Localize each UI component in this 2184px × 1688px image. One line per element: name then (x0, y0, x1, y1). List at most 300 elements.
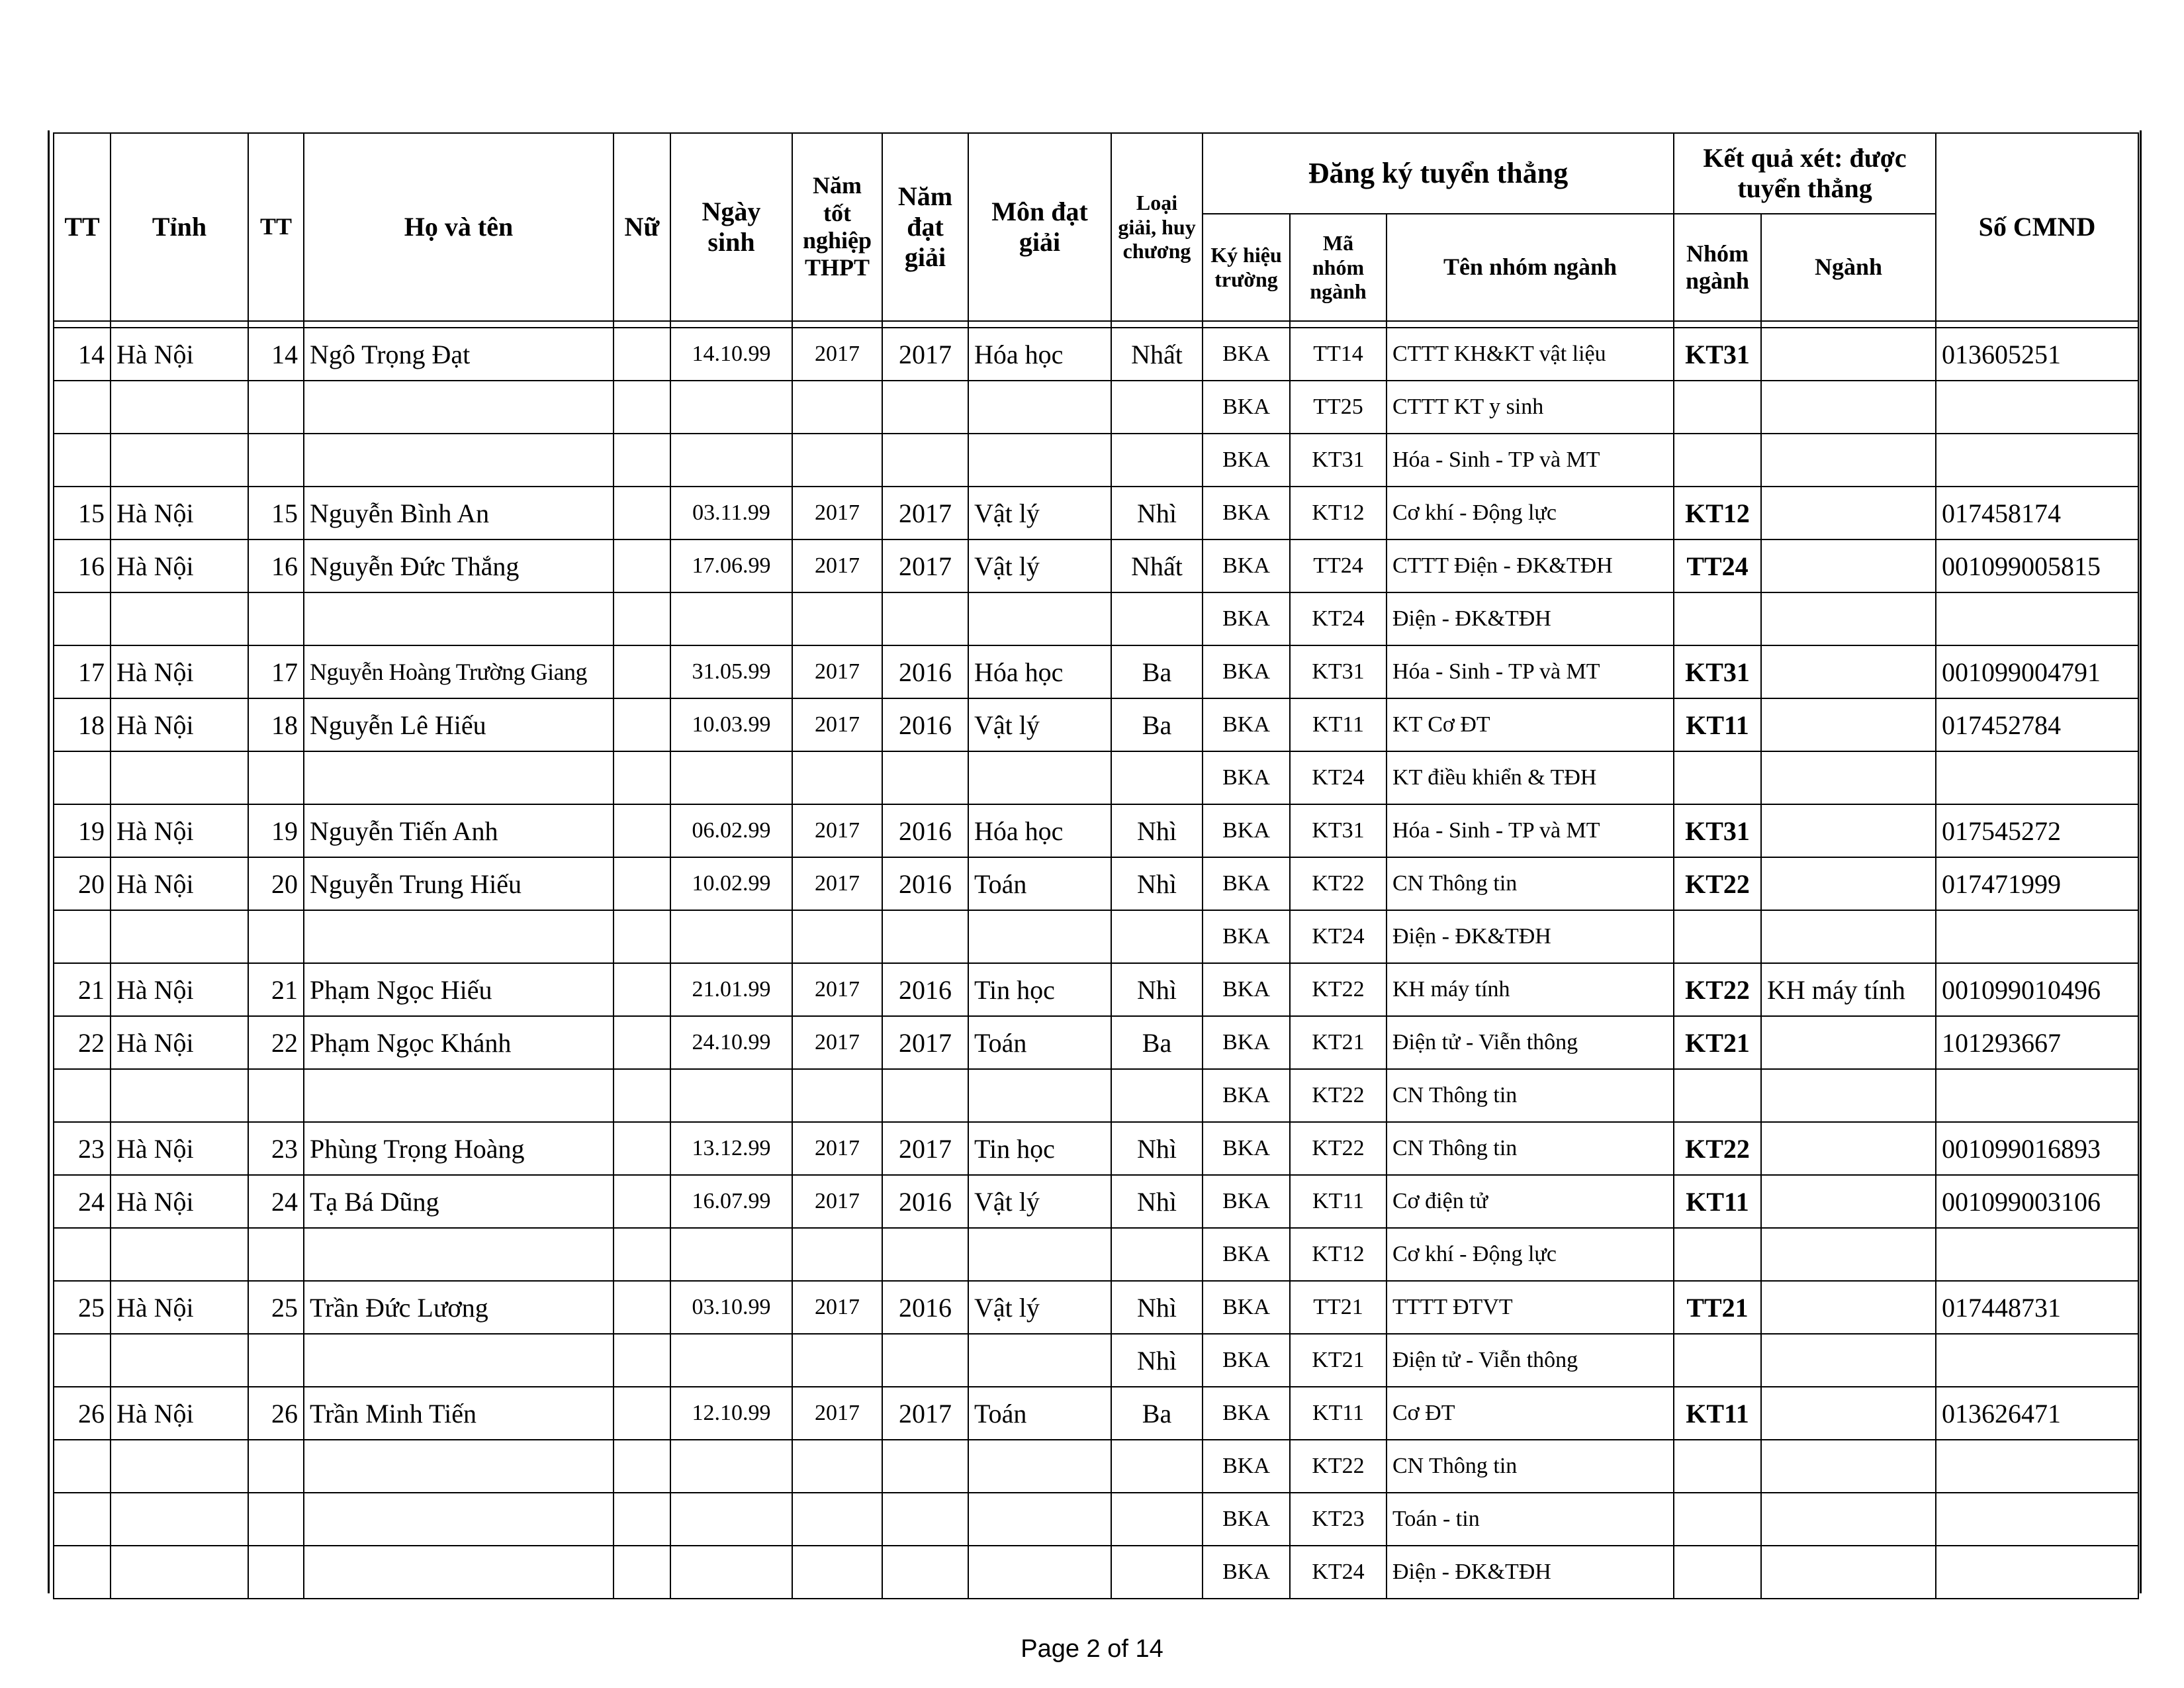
row-result-major (1761, 381, 1936, 434)
row-major-code: KT22 (1290, 857, 1387, 910)
row-dob: 14.10.99 (670, 328, 792, 381)
header-ten-nhom-nganh: Tên nhóm ngành (1387, 214, 1674, 321)
table-body (54, 328, 2138, 1599)
row-major-code: KT11 (1290, 1387, 1387, 1440)
row-nu (614, 751, 670, 804)
row-major-code: TT14 (1290, 328, 1387, 381)
row-cmnd (1936, 910, 2138, 963)
header-ho-ten: Họ và tên (304, 133, 614, 321)
row-dob: 10.02.99 (670, 857, 792, 910)
header-tt2: TT (248, 133, 304, 321)
row-tt2: 26 (248, 1387, 304, 1440)
row-result-major (1761, 857, 1936, 910)
row-nu (614, 434, 670, 487)
row-name (304, 381, 614, 434)
row-dob (670, 434, 792, 487)
row-school-code: BKA (1203, 963, 1290, 1016)
row-prize: Nhì (1111, 963, 1203, 1016)
row-cmnd: 017458174 (1936, 487, 2138, 539)
row-grad-year: 2017 (792, 698, 882, 751)
row-cmnd (1936, 381, 2138, 434)
row-major-code: KT24 (1290, 910, 1387, 963)
row-major-name: Điện - ĐK&TĐH (1387, 1546, 1674, 1599)
row-cmnd (1936, 1069, 2138, 1122)
row-school-code: BKA (1203, 910, 1290, 963)
row-tt2 (248, 751, 304, 804)
row-dob (670, 381, 792, 434)
table-row (54, 592, 2138, 645)
separator-cell (882, 321, 968, 328)
row-award-year: 2017 (882, 328, 968, 381)
row-tt: 20 (54, 857, 111, 910)
row-nu (614, 1016, 670, 1069)
row-school-code: BKA (1203, 539, 1290, 592)
row-school-code: BKA (1203, 1334, 1290, 1387)
row-prize: Ba (1111, 1387, 1203, 1440)
row-award-year: 2016 (882, 645, 968, 698)
row-name (304, 1440, 614, 1493)
row-result-group (1674, 1334, 1761, 1387)
row-prize (1111, 1440, 1203, 1493)
table-row (54, 1122, 2138, 1175)
row-nu (614, 592, 670, 645)
row-name (304, 910, 614, 963)
row-result-major (1761, 1546, 1936, 1599)
row-major-code: TT24 (1290, 539, 1387, 592)
row-nu (614, 1493, 670, 1546)
row-result-group: TT21 (1674, 1281, 1761, 1334)
row-award-year: 2017 (882, 487, 968, 539)
row-grad-year (792, 1493, 882, 1546)
row-dob: 03.10.99 (670, 1281, 792, 1334)
row-tt2 (248, 1334, 304, 1387)
row-award-year (882, 1334, 968, 1387)
row-subject: Hóa học (968, 645, 1111, 698)
row-major-name: Điện tử - Viễn thông (1387, 1334, 1674, 1387)
row-award-year: 2016 (882, 1175, 968, 1228)
row-grad-year: 2017 (792, 1387, 882, 1440)
table-row (54, 1175, 2138, 1228)
admission-table (53, 132, 2139, 1599)
row-tt2 (248, 1493, 304, 1546)
row-school-code: BKA (1203, 487, 1290, 539)
table-row (54, 1069, 2138, 1122)
row-tinh (111, 1440, 248, 1493)
row-school-code: BKA (1203, 1546, 1290, 1599)
row-result-group: KT22 (1674, 963, 1761, 1016)
row-tt (54, 592, 111, 645)
table-row (54, 1546, 2138, 1599)
row-grad-year: 2017 (792, 857, 882, 910)
row-dob (670, 910, 792, 963)
row-prize: Nhì (1111, 487, 1203, 539)
row-school-code: BKA (1203, 1122, 1290, 1175)
row-dob: 13.12.99 (670, 1122, 792, 1175)
row-dob (670, 1069, 792, 1122)
table-row (54, 645, 2138, 698)
row-name: Trần Đức Lương (304, 1281, 614, 1334)
row-grad-year (792, 1334, 882, 1387)
row-tt: 21 (54, 963, 111, 1016)
row-tinh: Hà Nội (111, 857, 248, 910)
row-tt: 14 (54, 328, 111, 381)
row-tt: 22 (54, 1016, 111, 1069)
row-award-year: 2017 (882, 1122, 968, 1175)
row-major-name: CN Thông tin (1387, 857, 1674, 910)
row-major-name: CTTT Điện - ĐK&TĐH (1387, 539, 1674, 592)
row-dob (670, 1493, 792, 1546)
separator-cell (304, 321, 614, 328)
row-prize (1111, 910, 1203, 963)
row-result-group: KT11 (1674, 1175, 1761, 1228)
row-tt2 (248, 1069, 304, 1122)
table-row (54, 1016, 2138, 1069)
row-tt2: 15 (248, 487, 304, 539)
row-prize: Nhì (1111, 804, 1203, 857)
row-grad-year (792, 1069, 882, 1122)
header-nu: Nữ (614, 133, 670, 321)
row-dob: 06.02.99 (670, 804, 792, 857)
row-tinh (111, 381, 248, 434)
row-result-group (1674, 1493, 1761, 1546)
row-tinh (111, 1334, 248, 1387)
row-prize (1111, 592, 1203, 645)
row-nu (614, 1228, 670, 1281)
table-row (54, 1440, 2138, 1493)
row-major-code: KT31 (1290, 434, 1387, 487)
row-result-major (1761, 539, 1936, 592)
row-cmnd: 001099016893 (1936, 1122, 2138, 1175)
separator-cell (1761, 321, 1936, 328)
row-tt2: 17 (248, 645, 304, 698)
header-nhom-nganh: Nhóm ngành (1674, 214, 1761, 321)
row-cmnd (1936, 592, 2138, 645)
row-prize: Nhất (1111, 539, 1203, 592)
row-major-name: Cơ khí - Động lực (1387, 1228, 1674, 1281)
row-result-group (1674, 751, 1761, 804)
row-nu (614, 698, 670, 751)
header-tinh: Tỉnh (111, 133, 248, 321)
row-cmnd (1936, 1334, 2138, 1387)
row-result-group: TT24 (1674, 539, 1761, 592)
row-result-major (1761, 645, 1936, 698)
row-subject (968, 1546, 1111, 1599)
row-grad-year: 2017 (792, 963, 882, 1016)
row-result-major (1761, 698, 1936, 751)
separator-cell (968, 321, 1111, 328)
header-mon-dat-giai: Môn đạt giải (968, 133, 1111, 321)
row-subject (968, 434, 1111, 487)
row-major-code: TT21 (1290, 1281, 1387, 1334)
row-award-year: 2016 (882, 698, 968, 751)
row-nu (614, 910, 670, 963)
row-nu (614, 381, 670, 434)
row-name (304, 1069, 614, 1122)
row-nu (614, 487, 670, 539)
row-award-year (882, 910, 968, 963)
row-tt (54, 434, 111, 487)
row-grad-year (792, 1440, 882, 1493)
row-subject (968, 592, 1111, 645)
row-tt (54, 1493, 111, 1546)
row-grad-year (792, 434, 882, 487)
row-major-name: CN Thông tin (1387, 1069, 1674, 1122)
row-school-code: BKA (1203, 1440, 1290, 1493)
row-tt2 (248, 592, 304, 645)
row-school-code: BKA (1203, 1228, 1290, 1281)
row-award-year (882, 1440, 968, 1493)
row-prize: Nhì (1111, 1122, 1203, 1175)
row-nu (614, 645, 670, 698)
row-cmnd (1936, 1493, 2138, 1546)
row-nu (614, 328, 670, 381)
table-row (54, 1334, 2138, 1387)
row-cmnd (1936, 1440, 2138, 1493)
row-subject (968, 1228, 1111, 1281)
row-result-group: KT11 (1674, 698, 1761, 751)
row-grad-year: 2017 (792, 1122, 882, 1175)
row-cmnd: 017471999 (1936, 857, 2138, 910)
row-prize: Nhất (1111, 328, 1203, 381)
row-result-major (1761, 804, 1936, 857)
frame-left-outer (48, 130, 50, 1593)
row-nu (614, 1334, 670, 1387)
row-cmnd (1936, 1546, 2138, 1599)
row-grad-year: 2017 (792, 487, 882, 539)
row-school-code: BKA (1203, 751, 1290, 804)
row-result-major (1761, 1069, 1936, 1122)
row-award-year (882, 381, 968, 434)
row-result-group (1674, 1546, 1761, 1599)
row-nu (614, 1281, 670, 1334)
row-result-group (1674, 381, 1761, 434)
row-result-group (1674, 434, 1761, 487)
row-tt2: 21 (248, 963, 304, 1016)
row-result-major (1761, 1122, 1936, 1175)
row-major-name: KH máy tính (1387, 963, 1674, 1016)
row-subject: Toán (968, 1016, 1111, 1069)
row-award-year (882, 1493, 968, 1546)
row-dob (670, 1334, 792, 1387)
row-result-group (1674, 910, 1761, 963)
row-tt: 19 (54, 804, 111, 857)
row-result-group: KT31 (1674, 645, 1761, 698)
row-grad-year: 2017 (792, 328, 882, 381)
row-dob: 12.10.99 (670, 1387, 792, 1440)
row-tt2: 22 (248, 1016, 304, 1069)
row-tinh: Hà Nội (111, 1122, 248, 1175)
row-prize (1111, 434, 1203, 487)
row-major-code: KT22 (1290, 1440, 1387, 1493)
row-name: Tạ Bá Dũng (304, 1175, 614, 1228)
row-award-year (882, 1069, 968, 1122)
row-award-year: 2016 (882, 1281, 968, 1334)
row-tt2: 20 (248, 857, 304, 910)
row-nu (614, 1546, 670, 1599)
row-name: Phùng Trọng Hoàng (304, 1122, 614, 1175)
table-row (54, 910, 2138, 963)
row-name (304, 1546, 614, 1599)
row-prize: Ba (1111, 645, 1203, 698)
row-result-group: KT22 (1674, 857, 1761, 910)
row-dob (670, 1228, 792, 1281)
row-tt2: 19 (248, 804, 304, 857)
row-major-name: Toán - tin (1387, 1493, 1674, 1546)
row-prize: Nhì (1111, 1175, 1203, 1228)
header-ngay-sinh: Ngày sinh (670, 133, 792, 321)
row-award-year (882, 1228, 968, 1281)
row-prize: Ba (1111, 698, 1203, 751)
row-subject: Toán (968, 857, 1111, 910)
row-tt: 18 (54, 698, 111, 751)
row-result-major (1761, 1281, 1936, 1334)
row-grad-year (792, 1546, 882, 1599)
row-tinh: Hà Nội (111, 698, 248, 751)
row-tinh: Hà Nội (111, 328, 248, 381)
header-so-cmnd: Số CMND (1936, 133, 2138, 321)
header-loai-giai: Loại giải, huy chương (1111, 133, 1203, 321)
row-dob: 24.10.99 (670, 1016, 792, 1069)
separator-cell (1674, 321, 1761, 328)
row-tt (54, 910, 111, 963)
row-prize (1111, 1228, 1203, 1281)
row-school-code: BKA (1203, 1069, 1290, 1122)
row-grad-year (792, 1228, 882, 1281)
row-nu (614, 963, 670, 1016)
row-tt: 24 (54, 1175, 111, 1228)
row-tt2: 25 (248, 1281, 304, 1334)
row-tinh (111, 592, 248, 645)
row-major-code: TT25 (1290, 381, 1387, 434)
row-prize (1111, 381, 1203, 434)
row-tt (54, 1440, 111, 1493)
row-subject: Vật lý (968, 487, 1111, 539)
row-major-name: Cơ khí - Động lực (1387, 487, 1674, 539)
row-cmnd: 017452784 (1936, 698, 2138, 751)
row-subject (968, 1069, 1111, 1122)
row-tinh: Hà Nội (111, 804, 248, 857)
row-award-year (882, 592, 968, 645)
row-dob (670, 751, 792, 804)
row-subject: Hóa học (968, 328, 1111, 381)
row-major-code: KT21 (1290, 1016, 1387, 1069)
row-nu (614, 1122, 670, 1175)
header-nam-dat-giai: Năm đạt giải (882, 133, 968, 321)
row-result-group: KT22 (1674, 1122, 1761, 1175)
row-grad-year (792, 592, 882, 645)
table-row (54, 381, 2138, 434)
row-tt: 26 (54, 1387, 111, 1440)
row-result-group: KT11 (1674, 1387, 1761, 1440)
row-major-code: KT22 (1290, 1122, 1387, 1175)
row-subject: Vật lý (968, 539, 1111, 592)
row-result-group: KT31 (1674, 804, 1761, 857)
header-dang-ky: Đăng ký tuyển thẳng (1203, 133, 1674, 214)
row-tinh: Hà Nội (111, 1016, 248, 1069)
row-tinh (111, 1546, 248, 1599)
row-result-major (1761, 751, 1936, 804)
row-nu (614, 1069, 670, 1122)
row-major-name: Hóa - Sinh - TP và MT (1387, 434, 1674, 487)
row-grad-year: 2017 (792, 804, 882, 857)
row-major-code: KT23 (1290, 1493, 1387, 1546)
header-tt: TT (54, 133, 111, 321)
row-tt (54, 751, 111, 804)
row-tinh: Hà Nội (111, 1387, 248, 1440)
row-name (304, 1228, 614, 1281)
row-tinh (111, 434, 248, 487)
row-tt (54, 381, 111, 434)
row-result-group (1674, 592, 1761, 645)
row-major-name: Cơ ĐT (1387, 1387, 1674, 1440)
row-major-name: CN Thông tin (1387, 1122, 1674, 1175)
header-ket-qua: Kết quả xét: được tuyển thẳng (1674, 133, 1936, 214)
row-nu (614, 1440, 670, 1493)
row-name (304, 434, 614, 487)
separator-cell (1936, 321, 2138, 328)
row-subject (968, 1334, 1111, 1387)
row-prize: Ba (1111, 1016, 1203, 1069)
row-cmnd: 017448731 (1936, 1281, 2138, 1334)
row-tt2: 14 (248, 328, 304, 381)
row-major-code: KT21 (1290, 1334, 1387, 1387)
row-dob (670, 592, 792, 645)
row-award-year: 2017 (882, 539, 968, 592)
row-grad-year: 2017 (792, 1016, 882, 1069)
row-grad-year: 2017 (792, 645, 882, 698)
row-school-code: BKA (1203, 698, 1290, 751)
row-grad-year: 2017 (792, 1281, 882, 1334)
row-name: Nguyễn Bình An (304, 487, 614, 539)
row-result-group: KT31 (1674, 328, 1761, 381)
table-row (54, 434, 2138, 487)
row-school-code: BKA (1203, 857, 1290, 910)
row-name (304, 1493, 614, 1546)
row-major-name: Điện tử - Viễn thông (1387, 1016, 1674, 1069)
row-major-name: CTTT KT y sinh (1387, 381, 1674, 434)
row-name (304, 592, 614, 645)
row-major-name: CN Thông tin (1387, 1440, 1674, 1493)
row-cmnd: 001099003106 (1936, 1175, 2138, 1228)
row-prize: Nhì (1111, 1281, 1203, 1334)
row-tt: 23 (54, 1122, 111, 1175)
row-tt2 (248, 434, 304, 487)
row-name: Ngô Trọng Đạt (304, 328, 614, 381)
row-grad-year (792, 910, 882, 963)
row-tinh: Hà Nội (111, 1175, 248, 1228)
row-result-major (1761, 1228, 1936, 1281)
row-result-group (1674, 1069, 1761, 1122)
table-row (54, 698, 2138, 751)
row-subject (968, 910, 1111, 963)
row-name: Nguyễn Lê Hiếu (304, 698, 614, 751)
row-prize: Nhì (1111, 1334, 1203, 1387)
row-cmnd: 101293667 (1936, 1016, 2138, 1069)
row-tinh: Hà Nội (111, 487, 248, 539)
row-school-code: BKA (1203, 592, 1290, 645)
row-dob: 31.05.99 (670, 645, 792, 698)
row-major-name: Điện - ĐK&TĐH (1387, 592, 1674, 645)
row-tinh (111, 1493, 248, 1546)
header-ky-hieu-truong: Ký hiệu trường (1203, 214, 1290, 321)
row-result-major: KH máy tính (1761, 963, 1936, 1016)
row-prize (1111, 1493, 1203, 1546)
row-school-code: BKA (1203, 1387, 1290, 1440)
header-nganh: Ngành (1761, 214, 1936, 321)
row-award-year: 2017 (882, 1016, 968, 1069)
row-tinh (111, 751, 248, 804)
row-prize (1111, 751, 1203, 804)
